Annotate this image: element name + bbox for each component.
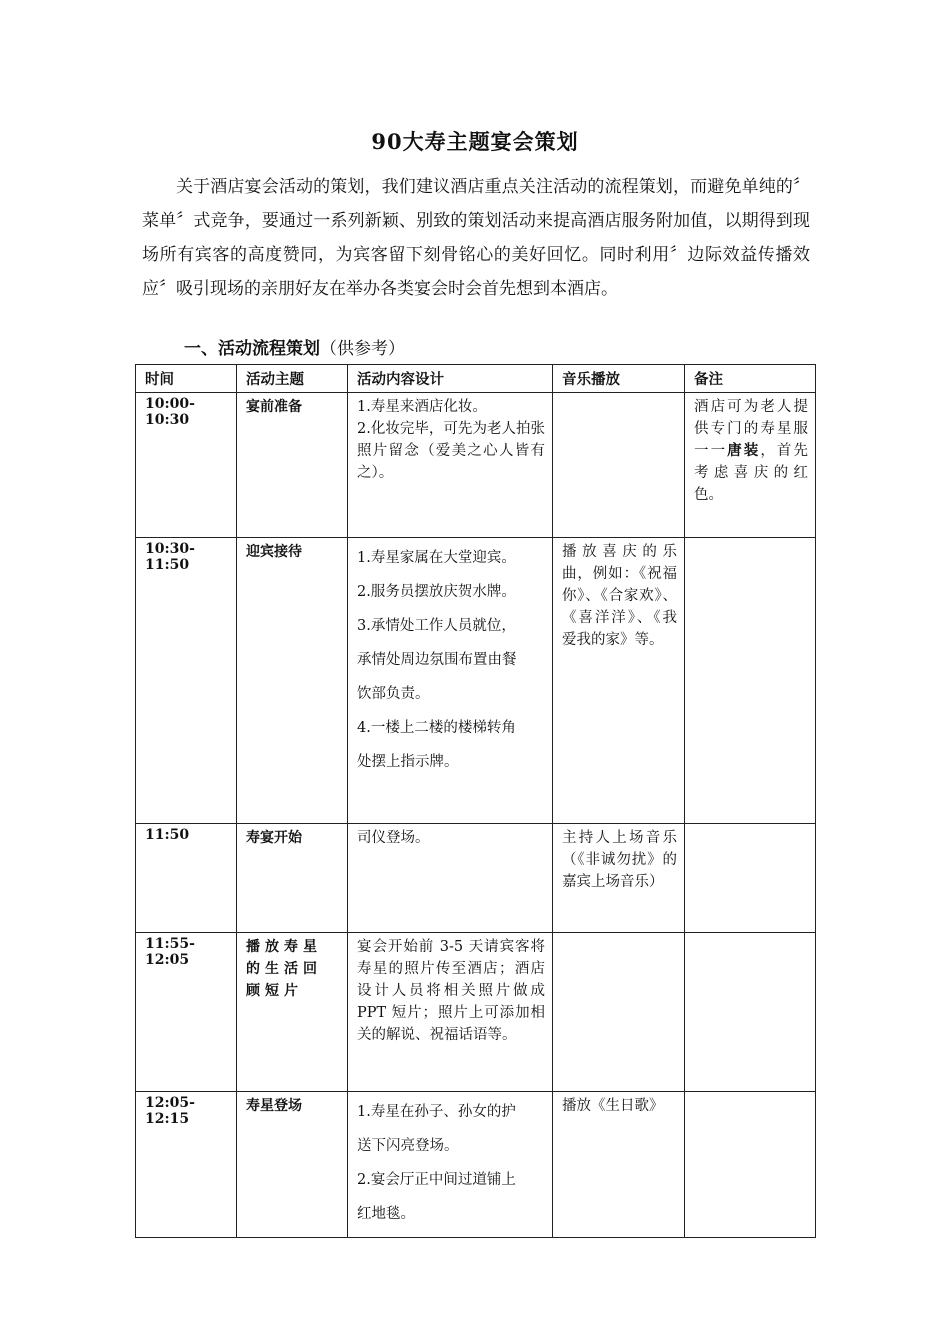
table-row: [136, 393, 816, 538]
cell-notes: [685, 1092, 816, 1238]
cell-time: 12:05-12:15: [136, 1092, 237, 1238]
cell-theme: 寿星登场: [237, 1092, 348, 1238]
cell-time: 10:00-10:30: [136, 393, 237, 538]
cell-notes: [685, 393, 816, 538]
cell-notes: [685, 824, 816, 933]
content-line: 1.寿星来酒店化妆。: [357, 399, 487, 415]
content-line: 宴会开始前 3-5 天请宾客将寿星的照片传至酒店；酒店设计人员将相关照片做成 PPT 短片；照片上可添加相关的解说、祝福话语等。: [357, 939, 545, 1043]
content-line: 饮部负责。: [357, 686, 430, 702]
section-heading-text: 一、活动流程策划: [184, 339, 320, 359]
cell-music: [553, 933, 685, 1092]
cell-theme: 播放寿星的生活回顾短片: [237, 933, 348, 1092]
notes-text-a: 酒店可为老人提供专门的寿星服一一: [694, 399, 808, 459]
table-row: [136, 824, 816, 933]
content-line: 承情处周边氛围布置由餐: [357, 652, 517, 668]
header-content: 活动内容设计: [348, 365, 553, 393]
cell-music: 播放喜庆的乐曲，例如：《祝福你》、《合家欢》、《喜洋洋》、《我爱我的家》等。: [553, 538, 685, 824]
content-line: 1.寿星在孙子、孙女的护: [357, 1104, 516, 1120]
section-heading: [184, 334, 405, 359]
cell-content: [348, 824, 553, 933]
content-line: 红地毯。: [357, 1206, 415, 1222]
header-time: 时间: [136, 365, 237, 393]
cell-time: 11:50: [136, 824, 237, 933]
cell-content: [348, 393, 553, 538]
content-line: 送下闪亮登场。: [357, 1138, 459, 1154]
content-line: 2.服务员摆放庆贺水牌。: [357, 584, 516, 600]
cell-content: [348, 1092, 553, 1238]
activity-table: [135, 364, 816, 1238]
header-music: 音乐播放: [553, 365, 685, 393]
cell-music: 主持人上场音乐（《非诚勿扰》的嘉宾上场音乐）: [553, 824, 685, 933]
notes-text-bold: 唐装: [727, 442, 761, 459]
cell-content: [348, 933, 553, 1092]
content-line: 司仪登场。: [357, 830, 430, 846]
table-row: [136, 933, 816, 1092]
section-heading-note: （供参考）: [320, 339, 405, 359]
cell-time: 10:30-11:50: [136, 538, 237, 824]
content-line: 2.宴会厅正中间过道铺上: [357, 1172, 516, 1188]
cell-notes: [685, 933, 816, 1092]
intro-text: 关于酒店宴会活动的策划，我们建议酒店重点关注活动的流程策划，而避免单纯的〞菜单〞式竞争，要通过一系列新颖、别致的策划活动来提高酒店服务附加值，以期得到现场所有宾客的高度赞同，为宾客留下刻骨铭心的美好回忆。同时利用〞边际效益传播效应〞吸引现场的亲朋好友在举办各类宴会时会首先想到本酒店。: [142, 177, 810, 299]
cell-theme: 寿宴开始: [237, 824, 348, 933]
cell-theme: 迎宾接待: [237, 538, 348, 824]
cell-music: [553, 393, 685, 538]
content-line: 处摆上指示牌。: [357, 754, 459, 770]
cell-music: 播放《生日歌》: [553, 1092, 685, 1238]
cell-notes: [685, 538, 816, 824]
table-row: [136, 1092, 816, 1238]
header-notes: 备注: [685, 365, 816, 393]
content-line: 4.一楼上二楼的楼梯转角: [357, 720, 516, 736]
header-theme: 活动主题: [237, 365, 348, 393]
cell-time: 11:55-12:05: [136, 933, 237, 1092]
notes-text-b: ，首先考虑喜庆的红色。: [694, 443, 809, 503]
cell-content: [348, 538, 553, 824]
content-line: 1.寿星家属在大堂迎宾。: [357, 550, 516, 566]
content-line: 3.承情处工作人员就位，: [357, 618, 516, 634]
table-header-row: [136, 365, 816, 393]
table-row: [136, 538, 816, 824]
intro-paragraph: [142, 170, 810, 306]
cell-theme: 宴前准备: [237, 393, 348, 538]
content-line: 2.化妆完毕，可先为老人拍张照片留念（爱美之心人皆有之）。: [357, 421, 545, 481]
page-title: 90大寿主题宴会策划: [371, 129, 579, 154]
